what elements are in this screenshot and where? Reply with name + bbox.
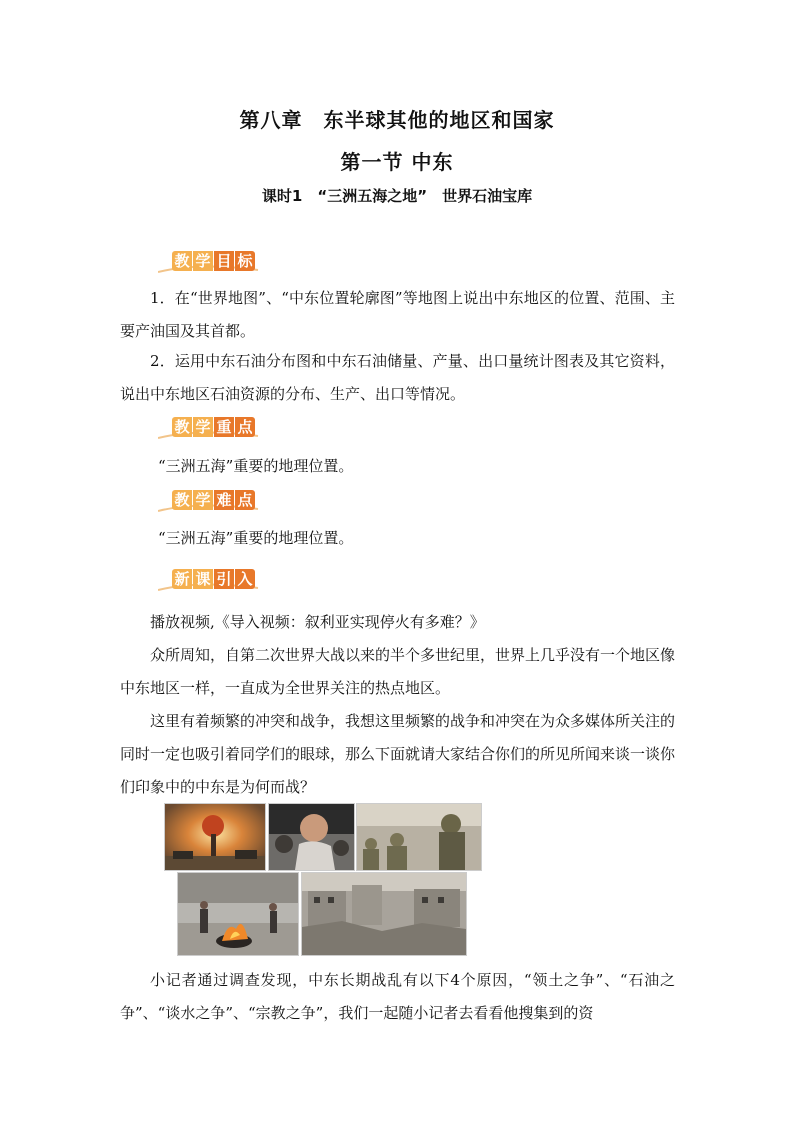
- photo-explosion: [164, 803, 266, 871]
- badge-char: 标: [235, 251, 255, 271]
- section-title: 第一节 中东: [340, 150, 454, 174]
- badge-char: 课: [193, 569, 213, 589]
- objective-item-2: 2．运用中东石油分布图和中东石油储量、产量、出口量统计图表及其它资料，说出中东地区石油资源的分布、生产、出口等情况。: [120, 352, 675, 403]
- badge-char: 教: [172, 490, 192, 510]
- intro-badge: [158, 566, 268, 596]
- intro-paragraph-3: 这里有着频繁的冲突和战争，我想这里频繁的战争和冲突在为众多媒体所关注的同时一定也吸引着同学们的眼球，那么下面就请大家结合你们的所见所闻来谈一谈你们印象中的中东是为何而战？: [120, 712, 676, 796]
- difficulty-badge: [158, 487, 268, 517]
- badge-char: 目: [214, 251, 234, 271]
- badge-char: 难: [214, 490, 234, 510]
- badge-char: 学: [193, 490, 213, 510]
- badge-char: 学: [193, 251, 213, 271]
- badge-char: 重: [214, 417, 234, 437]
- badge-char: 新: [172, 569, 192, 589]
- badge-char: 教: [172, 417, 192, 437]
- difficulty-text: “三洲五海”重要的地理位置。: [158, 529, 354, 547]
- page-title: 第八章 东半球其他的地区和国家: [239, 108, 555, 132]
- keypoint-badge: [158, 414, 268, 444]
- badge-char: 点: [235, 417, 255, 437]
- objectives-badge: [158, 248, 268, 278]
- intro-paragraph-4: 小记者通过调查发现，中东长期战乱有以下4个原因，“领土之争”、“石油之争”、“谈水之争”、“宗教之争”，我们一起随小记者去看看他搜集到的资: [120, 971, 675, 1022]
- badge-char: 入: [235, 569, 255, 589]
- lesson-title: 课时1 “三洲五海之地” 世界石油宝库: [261, 187, 533, 205]
- badge-char: 教: [172, 251, 192, 271]
- badge-char: 学: [193, 417, 213, 437]
- photo-soldiers: [356, 803, 482, 871]
- intro-paragraph-2: 众所周知，自第二次世界大战以来的半个多世纪里，世界上几乎没有一个地区像中东地区一样，一直成为全世界关注的热点地区。: [120, 646, 676, 697]
- objective-item-1: 1．在“世界地图”、“中东位置轮廓图”等地图上说出中东地区的位置、范围、主要产油国及其首都。: [120, 289, 675, 340]
- keypoint-text: “三洲五海”重要的地理位置。: [158, 457, 354, 475]
- photo-crying-girl: [268, 803, 355, 871]
- intro-paragraph-1: 播放视频,《导入视频：叙利亚实现停火有多难？》: [150, 613, 485, 631]
- photo-street-fire: [177, 872, 299, 956]
- badge-char: 引: [214, 569, 234, 589]
- photo-destroyed-buildings: [301, 872, 467, 956]
- badge-char: 点: [235, 490, 255, 510]
